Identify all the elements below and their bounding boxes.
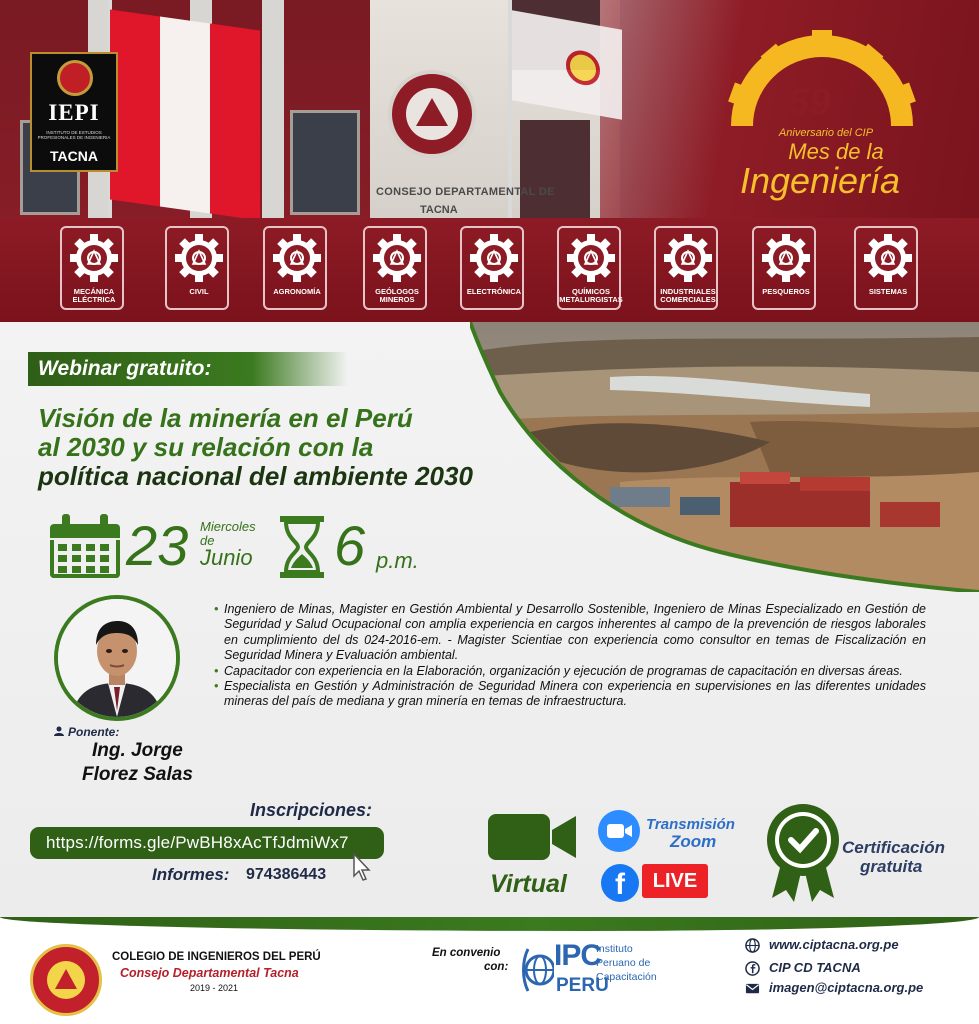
peru-flag — [110, 9, 260, 218]
ipc-name-line1: Instituto — [596, 943, 633, 955]
event-ampm: p.m. — [376, 548, 419, 573]
speaker-name-line2: Florez Salas — [82, 764, 193, 785]
specialty-label: PESQUEROS — [762, 287, 810, 296]
video-camera-icon — [486, 810, 578, 864]
anniversary-badge — [716, 30, 936, 210]
convenio-line2: con: — [484, 961, 509, 973]
info-phone: 974386443 — [246, 866, 327, 883]
website-text[interactable]: www.ciptacna.org.pe — [769, 937, 899, 952]
event-title — [38, 404, 558, 491]
bio-item: • Ingeniero de Minas, Magister en Gestión Ambiental y Desarrollo Sostenible, Ingeniero de Minas Especializado en Gestión de Seguridad y Salud Ocupacional con amplia experiencia en cargos inherentes al campo de la prevención de riesgos laborales en cumplimiento del ds 024-2016-em. - Magister Scientiae con experiencia como consultor en temas de Fiscalización en Seguridad Minera y Evaluación ambiental. — [214, 602, 926, 664]
cip-building-seal — [388, 70, 476, 158]
iepi-city: TACNA — [50, 148, 98, 164]
specialty-label: SISTEMAS — [868, 287, 908, 296]
cursor-icon — [352, 852, 372, 882]
specialty-badge — [460, 226, 524, 310]
specialty-label: INDUSTRIALES COMERCIALES — [660, 287, 716, 304]
webinar-tag-text: Webinar gratuito: — [38, 357, 212, 380]
specialty-label: CIVIL — [189, 287, 209, 296]
email-text[interactable]: imagen@ciptacna.org.pe — [769, 980, 924, 995]
iepi-subtitle: INSTITUTO DE ESTUDIOS PROFESIONALES DE INGENIERIA — [37, 130, 111, 140]
main-content — [0, 322, 979, 917]
chemistry-metallurgy-icon — [566, 233, 616, 283]
agronomy-icon — [272, 233, 322, 283]
specialty-label: AGRONOMÍA — [273, 287, 321, 296]
event-hour: 6 — [334, 514, 366, 577]
event-weekday: Miercoles — [200, 519, 256, 534]
anniversary-subtitle: Aniversario del CIP — [778, 127, 874, 139]
certificate-medal-icon — [764, 802, 842, 902]
specialties-bar — [0, 218, 979, 322]
fishing-icon — [761, 233, 811, 283]
event-day: 23 — [126, 514, 189, 577]
iepi-name: IEPI — [48, 100, 100, 125]
certificate-line1: Certificación — [842, 838, 945, 857]
event-title-line1: Visión de la minería en el Perú — [38, 403, 413, 433]
facebook-small-icon — [745, 961, 760, 976]
footer-org: COLEGIO DE INGENIEROS DEL PERÚ — [112, 951, 321, 963]
bio-item: • Especialista en Gestión y Administración de Seguridad Minera con experiencia en supervisiones en las diferentes unidades mineras del país de mediana y gran minería en temas de infraestructura. — [214, 679, 926, 710]
building-sign: CONSEJO DEPARTAMENTAL DE — [376, 186, 555, 198]
event-title-line2: al 2030 y su relación con la — [38, 432, 374, 462]
date-time-row — [50, 512, 470, 582]
ipc-name-line3: Capacitación — [596, 971, 657, 983]
hourglass-icon — [280, 516, 324, 578]
specialty-badge — [854, 226, 918, 310]
facebook-icon: f — [601, 864, 639, 902]
building-window — [290, 110, 360, 215]
footer-stripe — [0, 917, 979, 931]
specialty-label: QUÍMICOS METALURGISTAS — [559, 287, 623, 304]
ipc-globe-icon — [522, 941, 554, 999]
footer-council: Consejo Departamental Tacna — [120, 966, 299, 980]
building-sign-city: TACNA — [420, 204, 458, 216]
speaker-label — [54, 725, 119, 739]
footer — [0, 917, 979, 1024]
systems-icon — [863, 233, 913, 283]
ipc-abbr: IPC — [554, 939, 602, 972]
anniversary-degree: ° — [848, 78, 856, 98]
cip-logo — [30, 944, 102, 1016]
anniversary-line3: Ingeniería — [739, 160, 901, 201]
building-window — [520, 120, 590, 218]
mechanical-electric-icon — [69, 233, 119, 283]
header-photo — [0, 0, 979, 218]
industrial-commercial-icon — [663, 233, 713, 283]
building-column — [262, 0, 284, 218]
bio-item: • Capacitador con experiencia en la Elaboración, organización y ejecución de programas de capacitación en diversas áreas. — [214, 664, 926, 679]
specialty-badge — [60, 226, 124, 310]
speaker-photo — [54, 595, 180, 721]
specialty-badge — [557, 226, 621, 310]
specialty-badge — [654, 226, 718, 310]
specialty-badge — [263, 226, 327, 310]
specialty-label: MECÁNICA ELÉCTRICA — [72, 287, 116, 304]
calendar-icon — [50, 514, 120, 578]
speaker-portrait — [58, 599, 176, 717]
virtual-label: Virtual — [490, 870, 567, 898]
zoom-line1: Transmisión — [646, 816, 735, 833]
geology-mining-icon — [372, 233, 422, 283]
event-de: de — [200, 533, 215, 548]
event-month: Junio — [200, 545, 253, 570]
ipc-country: PERU — [556, 975, 609, 996]
globe-icon — [745, 938, 760, 953]
anniversary-number: 59 — [788, 82, 831, 124]
speaker-label-text: Ponente: — [68, 725, 120, 739]
event-title-line3: política nacional del ambiente 2030 — [38, 461, 473, 491]
specialty-badge — [363, 226, 427, 310]
zoom-line2: Zoom — [670, 832, 717, 851]
certificate-line2: gratuita — [860, 857, 923, 876]
footer-years: 2019 - 2021 — [190, 983, 239, 993]
iepi-logo — [30, 52, 118, 172]
webinar-tag — [28, 352, 348, 386]
speaker-bio — [214, 602, 926, 710]
civil-icon — [174, 233, 224, 283]
specialty-badge — [165, 226, 229, 310]
ipc-name-line2: Peruano de — [596, 957, 651, 969]
specialty-label: ELECTRÓNICA — [466, 287, 522, 296]
info-label: Informes: — [152, 865, 230, 884]
anniversary-line2: Mes de la — [788, 139, 884, 164]
mail-icon — [745, 981, 760, 996]
specialty-badge — [752, 226, 816, 310]
registration-link[interactable] — [30, 827, 384, 859]
live-badge: LIVE — [642, 864, 708, 898]
zoom-icon — [598, 810, 640, 852]
convenio-line1: En convenio — [432, 947, 501, 959]
registration-label: Inscripciones: — [250, 800, 373, 820]
specialty-label: GEÓLOGOS MINEROS — [375, 287, 419, 304]
electronics-icon — [469, 233, 519, 283]
iepi-seal-icon — [57, 60, 93, 96]
speaker-name-line1: Ing. Jorge — [92, 740, 183, 761]
registration-link-text[interactable]: https://forms.gle/PwBH8xAcTfJdmiWx7 — [46, 833, 349, 852]
person-icon — [54, 725, 64, 735]
facebook-text[interactable]: CIP CD TACNA — [769, 960, 861, 975]
cip-flag — [512, 10, 622, 119]
